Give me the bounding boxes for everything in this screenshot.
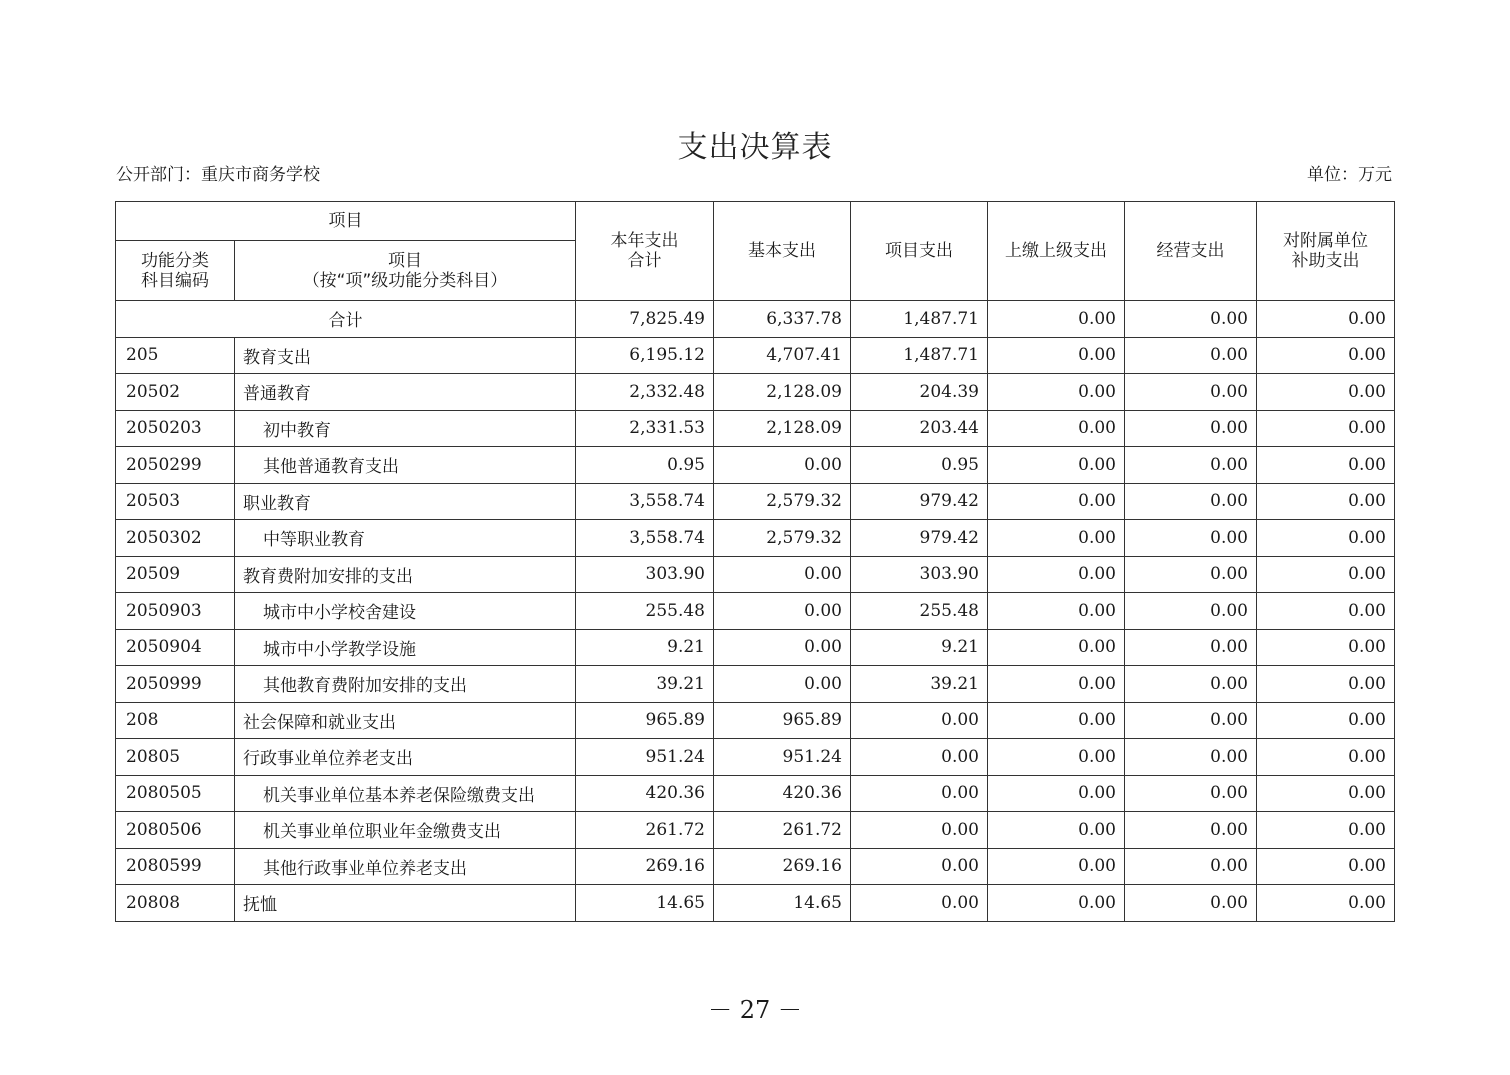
row-value: 0.00 (988, 629, 1125, 666)
row-code: 2050302 (116, 520, 235, 557)
page-number: － 27 － (708, 996, 802, 1024)
row-name: 其他行政事业单位养老支出 (235, 848, 576, 885)
total-value: 0.00 (988, 301, 1125, 338)
row-code: 2050999 (116, 666, 235, 703)
row-value: 0.00 (714, 447, 851, 484)
row-value: 0.00 (988, 410, 1125, 447)
row-value: 4,707.41 (714, 337, 851, 374)
row-value: 0.00 (1257, 483, 1395, 520)
table-row (116, 374, 1395, 411)
row-value: 965.89 (576, 702, 714, 739)
row-code: 20502 (116, 374, 235, 411)
row-value: 0.00 (851, 739, 988, 776)
row-name: 其他普通教育支出 (235, 447, 576, 484)
table-row (116, 410, 1395, 447)
row-value: 0.00 (1257, 739, 1395, 776)
header-operating: 经营支出 (1125, 202, 1257, 301)
table-row (116, 593, 1395, 630)
table-row (116, 629, 1395, 666)
table-row (116, 702, 1395, 739)
row-value: 0.00 (851, 775, 988, 812)
row-value: 0.00 (988, 702, 1125, 739)
row-value: 951.24 (576, 739, 714, 776)
row-value: 0.00 (988, 775, 1125, 812)
table-row (116, 520, 1395, 557)
row-value: 39.21 (851, 666, 988, 703)
row-value: 0.00 (1125, 666, 1257, 703)
row-value: 255.48 (576, 593, 714, 630)
header-total-line2: 合计 (627, 251, 662, 271)
row-value: 0.00 (988, 666, 1125, 703)
row-value: 0.00 (988, 848, 1125, 885)
row-name: 行政事业单位养老支出 (235, 739, 576, 776)
row-value: 0.00 (714, 666, 851, 703)
row-value: 0.95 (576, 447, 714, 484)
row-name: 普通教育 (235, 374, 576, 411)
header-code-line1: 功能分类 (141, 250, 209, 271)
row-value: 204.39 (851, 374, 988, 411)
row-value: 0.00 (988, 556, 1125, 593)
row-value: 965.89 (714, 702, 851, 739)
row-value: 2,332.48 (576, 374, 714, 411)
row-name: 职业教育 (235, 483, 576, 520)
row-value: 979.42 (851, 483, 988, 520)
row-value: 0.00 (1257, 593, 1395, 630)
total-value: 6,337.78 (714, 301, 851, 338)
row-value: 0.00 (1125, 885, 1257, 922)
row-value: 0.00 (988, 374, 1125, 411)
row-value: 0.00 (988, 812, 1125, 849)
header-code (116, 241, 235, 301)
row-value: 0.00 (851, 848, 988, 885)
row-value: 0.00 (1257, 702, 1395, 739)
header-subsidy-line1: 对附属单位 (1283, 231, 1368, 251)
row-value: 0.00 (851, 812, 988, 849)
row-value: 0.00 (1257, 775, 1395, 812)
row-value: 3,558.74 (576, 520, 714, 557)
header-subsidy (1257, 202, 1395, 301)
row-code: 20808 (116, 885, 235, 922)
row-value: 39.21 (576, 666, 714, 703)
row-value: 0.00 (1125, 337, 1257, 374)
total-value: 0.00 (1125, 301, 1257, 338)
row-code: 2050299 (116, 447, 235, 484)
row-value: 6,195.12 (576, 337, 714, 374)
row-value: 303.90 (851, 556, 988, 593)
row-code: 20503 (116, 483, 235, 520)
row-name: 教育支出 (235, 337, 576, 374)
table-row (116, 483, 1395, 520)
header-name-line2: （按“项”级功能分类科目） (302, 270, 508, 291)
table-row (116, 848, 1395, 885)
row-code: 2050903 (116, 593, 235, 630)
header-total-line1: 本年支出 (610, 231, 679, 251)
row-value: 0.00 (1125, 520, 1257, 557)
row-name: 机关事业单位基本养老保险缴费支出 (235, 775, 576, 812)
row-value: 0.00 (714, 593, 851, 630)
row-code: 2080506 (116, 812, 235, 849)
row-value: 269.16 (714, 848, 851, 885)
row-code: 2050904 (116, 629, 235, 666)
row-value: 261.72 (714, 812, 851, 849)
row-value: 0.00 (988, 337, 1125, 374)
row-name: 机关事业单位职业年金缴费支出 (235, 812, 576, 849)
header-project-group: 项目 (116, 202, 576, 241)
row-value: 14.65 (576, 885, 714, 922)
row-value: 0.00 (1257, 520, 1395, 557)
row-value: 0.00 (1125, 483, 1257, 520)
table-row (116, 885, 1395, 922)
header-name (235, 241, 576, 301)
row-value: 0.95 (851, 447, 988, 484)
header-code-line2: 科目编码 (141, 270, 209, 291)
row-code: 208 (116, 702, 235, 739)
row-value: 2,579.32 (714, 483, 851, 520)
row-value: 0.00 (988, 739, 1125, 776)
header-upper: 上缴上级支出 (988, 202, 1125, 301)
row-value: 0.00 (1125, 848, 1257, 885)
row-value: 0.00 (1257, 410, 1395, 447)
table-row (116, 739, 1395, 776)
total-value: 1,487.71 (851, 301, 988, 338)
header-project: 项目支出 (851, 202, 988, 301)
row-name: 抚恤 (235, 885, 576, 922)
row-value: 0.00 (1257, 447, 1395, 484)
row-name: 城市中小学校舍建设 (235, 593, 576, 630)
total-value: 0.00 (1257, 301, 1395, 338)
unit-label: 单位：万元 (1307, 165, 1392, 185)
table-row (116, 812, 1395, 849)
total-label: 合计 (116, 301, 576, 338)
row-value: 261.72 (576, 812, 714, 849)
table-row (116, 666, 1395, 703)
row-code: 2080505 (116, 775, 235, 812)
row-code: 205 (116, 337, 235, 374)
row-value: 0.00 (1125, 775, 1257, 812)
row-value: 0.00 (1125, 812, 1257, 849)
department-label: 公开部门：重庆市商务学校 (116, 165, 320, 185)
row-value: 0.00 (1257, 848, 1395, 885)
row-value: 2,579.32 (714, 520, 851, 557)
row-value: 0.00 (851, 702, 988, 739)
row-value: 0.00 (988, 447, 1125, 484)
row-name: 其他教育费附加安排的支出 (235, 666, 576, 703)
row-value: 0.00 (1257, 556, 1395, 593)
header-subsidy-line2: 补助支出 (1291, 251, 1360, 271)
row-value: 0.00 (988, 483, 1125, 520)
row-value: 0.00 (1125, 629, 1257, 666)
row-value: 0.00 (1257, 885, 1395, 922)
row-value: 420.36 (714, 775, 851, 812)
page-title: 支出决算表 (677, 130, 833, 165)
total-row (116, 301, 1395, 338)
row-value: 0.00 (988, 593, 1125, 630)
row-value: 303.90 (576, 556, 714, 593)
row-value: 420.36 (576, 775, 714, 812)
row-value: 0.00 (714, 556, 851, 593)
row-value: 0.00 (1125, 739, 1257, 776)
header-name-line1: 项目 (388, 250, 422, 271)
row-code: 20509 (116, 556, 235, 593)
row-value: 0.00 (714, 629, 851, 666)
table-row (116, 447, 1395, 484)
table-row (116, 337, 1395, 374)
row-value: 979.42 (851, 520, 988, 557)
row-value: 2,128.09 (714, 374, 851, 411)
table-row (116, 775, 1395, 812)
row-value: 9.21 (576, 629, 714, 666)
row-name: 社会保障和就业支出 (235, 702, 576, 739)
total-value: 7,825.49 (576, 301, 714, 338)
row-value: 0.00 (1257, 812, 1395, 849)
row-value: 2,128.09 (714, 410, 851, 447)
row-value: 203.44 (851, 410, 988, 447)
header-total (576, 202, 714, 301)
row-value: 9.21 (851, 629, 988, 666)
row-value: 0.00 (1125, 447, 1257, 484)
row-value: 14.65 (714, 885, 851, 922)
row-name: 初中教育 (235, 410, 576, 447)
row-code: 2080599 (116, 848, 235, 885)
row-code: 20805 (116, 739, 235, 776)
row-value: 0.00 (1125, 593, 1257, 630)
row-name: 中等职业教育 (235, 520, 576, 557)
row-value: 0.00 (988, 520, 1125, 557)
row-value: 0.00 (1125, 702, 1257, 739)
row-value: 3,558.74 (576, 483, 714, 520)
row-code: 2050203 (116, 410, 235, 447)
row-value: 0.00 (1257, 337, 1395, 374)
row-value: 255.48 (851, 593, 988, 630)
row-value: 0.00 (1257, 629, 1395, 666)
row-value: 951.24 (714, 739, 851, 776)
row-name: 城市中小学教学设施 (235, 629, 576, 666)
expenditure-table (115, 201, 1395, 922)
row-value: 0.00 (851, 885, 988, 922)
row-value: 0.00 (1125, 410, 1257, 447)
row-name: 教育费附加安排的支出 (235, 556, 576, 593)
row-value: 269.16 (576, 848, 714, 885)
row-value: 0.00 (1125, 374, 1257, 411)
row-value: 2,331.53 (576, 410, 714, 447)
row-value: 0.00 (1125, 556, 1257, 593)
row-value: 0.00 (988, 885, 1125, 922)
row-value: 1,487.71 (851, 337, 988, 374)
row-value: 0.00 (1257, 374, 1395, 411)
table-row (116, 556, 1395, 593)
row-value: 0.00 (1257, 666, 1395, 703)
header-basic: 基本支出 (714, 202, 851, 301)
